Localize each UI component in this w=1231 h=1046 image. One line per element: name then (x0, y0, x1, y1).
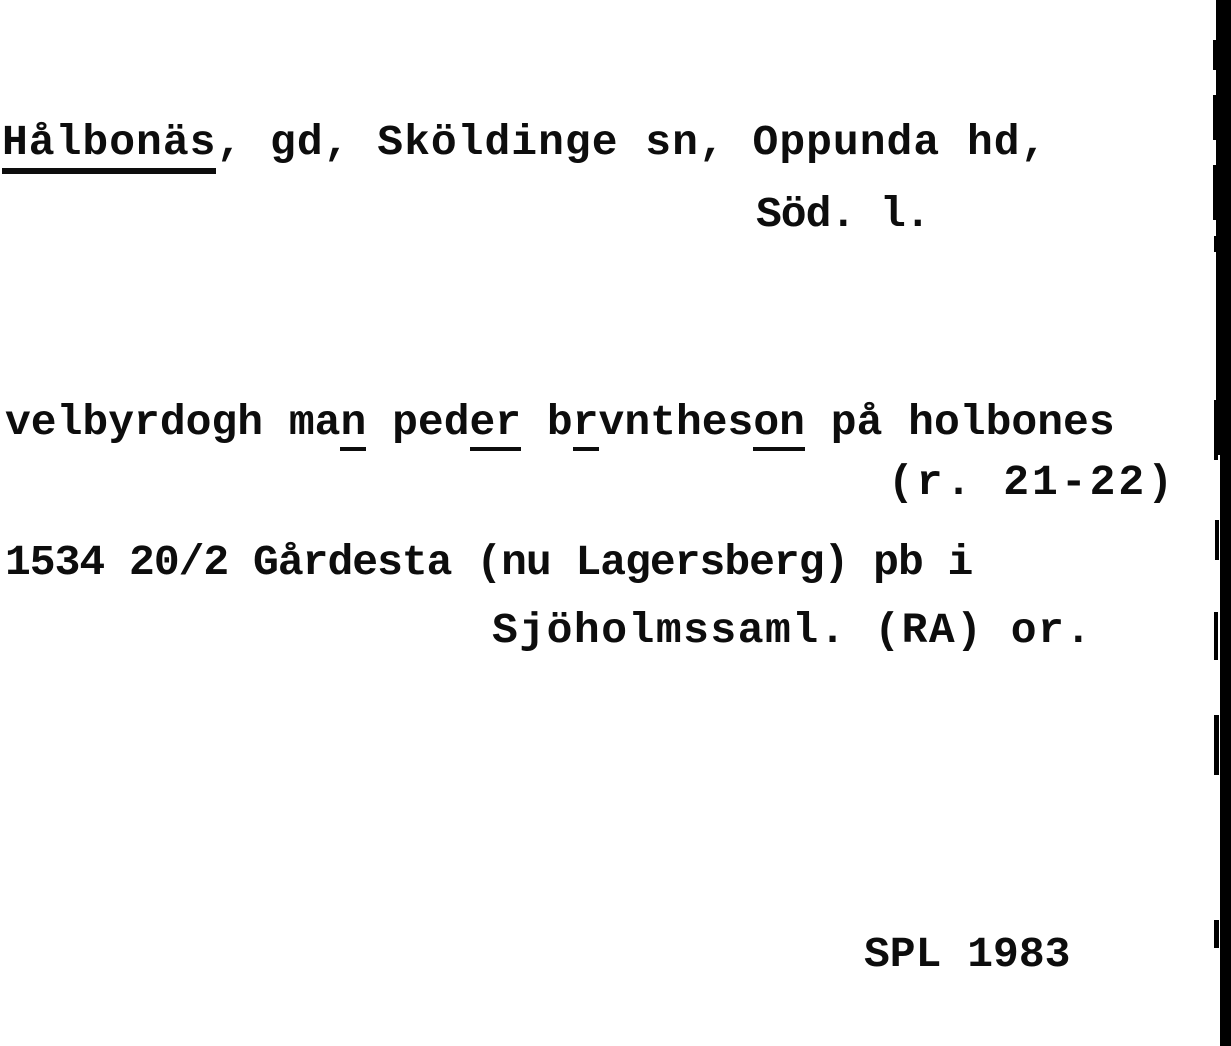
underlined-segment: on (753, 398, 805, 451)
record-source: Sjöholmssaml. (RA) or. (492, 606, 1093, 655)
underlined-segment: Hålbonäs (2, 118, 216, 174)
scan-artifact-tick (1215, 520, 1219, 560)
record-date-place: 1534 20/2 Gårdesta (nu Lagersberg) pb i (5, 538, 973, 587)
underlined-segment: er (470, 398, 522, 451)
underlined-segment: n (340, 398, 366, 451)
scan-artifact-tick (1213, 95, 1217, 140)
text-segment: vnthes (598, 398, 754, 447)
scan-artifact-tick (1214, 400, 1218, 460)
scan-artifact-tick (1214, 920, 1219, 948)
text-segment: ped (366, 398, 470, 447)
text-segment: b (521, 398, 573, 447)
scan-artifact-tick (1214, 715, 1219, 775)
scan-artifact-tick (1214, 236, 1219, 252)
scan-artifact-tick (1214, 612, 1218, 660)
row-reference: (r. 21-22) (888, 458, 1177, 507)
text-segment: , gd, Sköldinge sn, Oppunda hd, (216, 118, 1048, 167)
signature-year: SPL 1983 (864, 930, 1071, 979)
text-segment: velbyrdogh ma (5, 398, 341, 447)
scan-artifact-tick (1213, 40, 1218, 70)
underlined-segment: r (573, 398, 599, 451)
text-segment: på holbones (804, 398, 1115, 447)
source-quotation (5, 398, 1115, 447)
county-abbreviation: Söd. l. (756, 190, 930, 239)
scan-artifact-tick (1213, 165, 1218, 220)
place-name-heading (2, 118, 1047, 167)
